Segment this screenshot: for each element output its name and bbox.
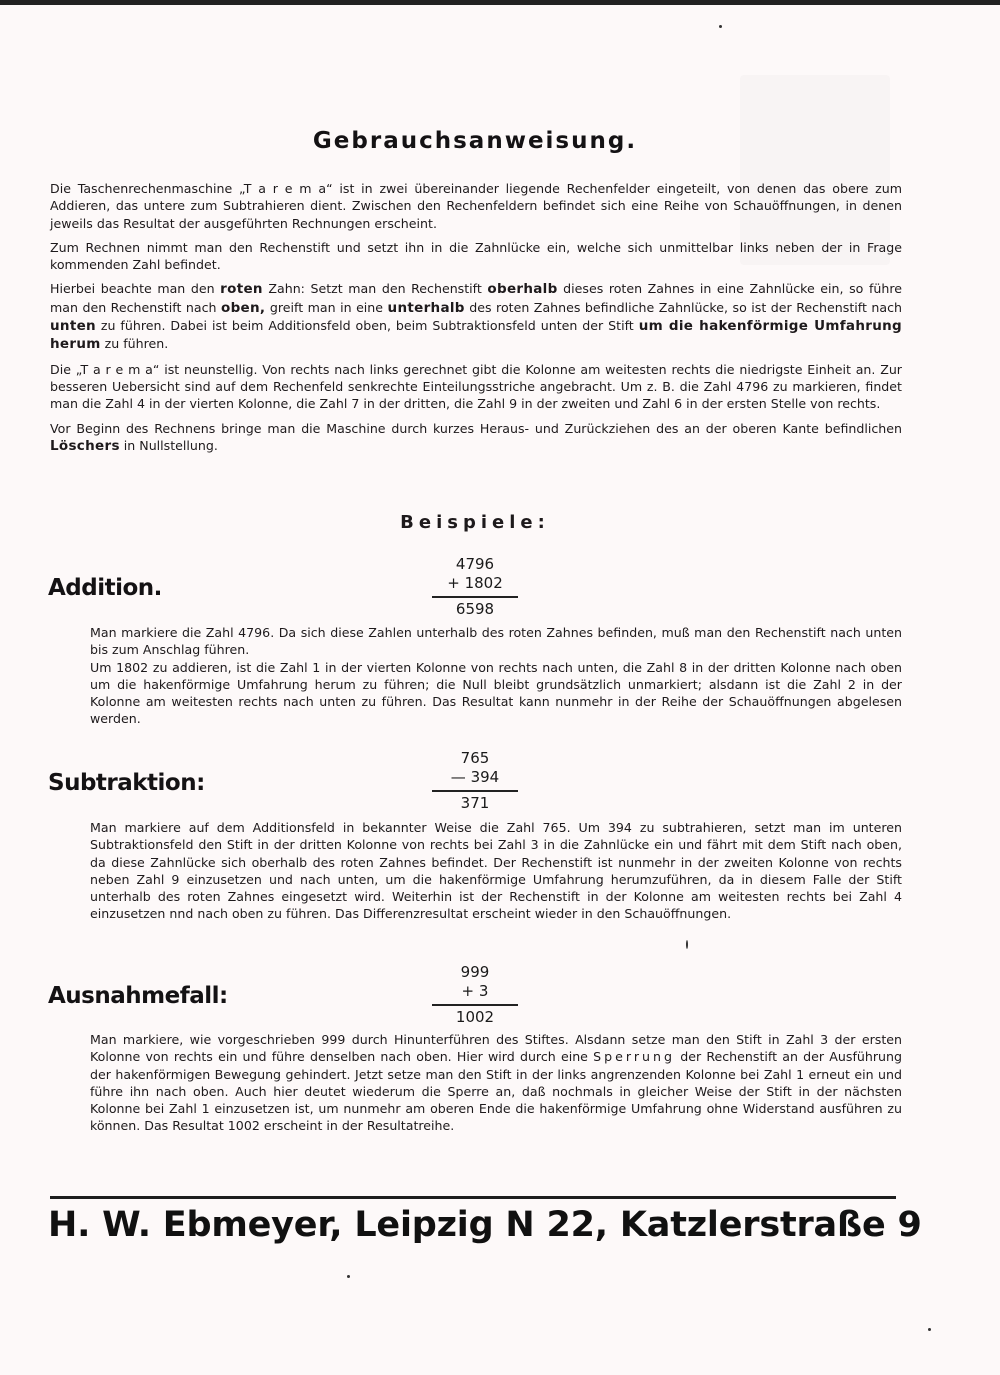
text-run: Man markiere, wie vorgeschrieben 999 durch Hinunterführen des Stiftes. Alsdann setze man den Stift in Zahl 3 der ersten Kolonne von rechts ein und führe denselben nach oben. Hier wird durch eine bbox=[90, 1032, 902, 1065]
speck bbox=[719, 25, 722, 28]
intro-section bbox=[50, 180, 902, 462]
emphasis-roten: roten bbox=[220, 281, 263, 298]
calc-operand-1: 4796 bbox=[455, 555, 495, 573]
subtraction-calculation bbox=[432, 749, 518, 813]
top-border bbox=[0, 0, 1000, 5]
text-run: Hierbei beachte man den bbox=[50, 281, 221, 297]
text-run: Zahn: Setzt man den Rechenstift bbox=[262, 281, 488, 297]
examples-heading: Beispiele: bbox=[400, 512, 550, 533]
text-run: zu führen. bbox=[100, 336, 169, 352]
emphasis-oben: oben, bbox=[221, 299, 266, 316]
calc-operand-2: + 3 bbox=[461, 982, 489, 1000]
tarema-name: „T a r e m a“ bbox=[75, 361, 160, 377]
calc-result: 1002 bbox=[455, 1008, 495, 1026]
page-title: Gebrauchsanweisung. bbox=[312, 128, 638, 154]
subtraction-title: Subtraktion: bbox=[48, 770, 205, 796]
text-run: ist neunstellig. Von rechts nach links gerechnet gibt die Kolonne am weitesten rechts die niedrigste Einheit an. Zur besseren Uebersicht sind auf dem Rechenfeld senkrechte Einteilungsstriche angebracht. Um z. B. die Zahl 4796 zu markieren, findet man die Zahl 4 in der vierten Kolonne, die Zahl 7 in der dritten, die Zahl 9 in der zweiten und Zahl 6 in der ersten Stelle von rechts. bbox=[50, 361, 902, 412]
calc-operand-1: 999 bbox=[460, 963, 490, 981]
emphasis-unten: unten bbox=[50, 318, 96, 335]
intro-paragraph-1: Die Taschenrechenmaschine „T a r e m a“ ist in zwei übereinander liegende Rechenfelder eingeteilt, von denen das obere zum Addieren, das untere zum Subtrahieren dient. Zwischen den Rechenfeldern befindet sich eine Reihe von Schauöffnungen, in denen jeweils das Resultat der ausgeführten Rechnungen erscheint. bbox=[50, 181, 902, 231]
emphasis-loeschers: Löschers bbox=[50, 437, 120, 454]
calc-rule bbox=[432, 790, 518, 792]
emphasis-umfahrung: um die hakenförmige Umfahrung herum bbox=[50, 318, 902, 353]
footer-address: H. W. Ebmeyer, Leipzig N 22, Katzlerstraße 9 bbox=[48, 1205, 922, 1245]
emphasis-oberhalb: oberhalb bbox=[487, 281, 558, 298]
text-run: Vor Beginn des Rechnens bringe man die Maschine durch kurzes Heraus- und Zurückziehen des an der oberen Kante befindlichen bbox=[50, 420, 902, 436]
text-run: zu führen. Dabei ist beim Additionsfeld oben, beim Subtraktionsfeld unten der Stift bbox=[95, 318, 639, 334]
intro-paragraph-5 bbox=[50, 420, 902, 456]
subtraction-paragraph-1: Man markiere auf dem Additionsfeld in bekannter Weise die Zahl 765. Um 394 zu subtrahieren, setzt man im unteren Subtraktionsfeld den Stift in der dritten Kolonne von rechts bei Zahl 3 in die Zahnlücke ein und fährt mit dem Stift nach oben, da diese Zahnlücke sich oberhalb des roten Zahnes befindet. Der Rechenstift ist nunmehr in der zweiten Kolonne von rechts neben Zahl 9 einzusetzen und nach unten, um die hakenförmige Umfahrung herumzuführen, da in diesem Falle der Stift unterhalb des roten Zahnes eingesetzt wird. Weiterhin ist der Rechenstift in der Kolonne am weitesten rechts bei Zahl 4 einzusetzen nnd nach oben zu führen. Das Differenzresultat erscheint wieder in den Schauöffnungen. bbox=[90, 820, 902, 922]
speck bbox=[347, 1275, 350, 1278]
addition-title: Addition. bbox=[48, 575, 162, 601]
footer-rule bbox=[50, 1196, 896, 1199]
text-run: der Rechenstift an der Ausführung der hakenförmigen Bewegung gehindert. Jetzt setze man den Stift in der links angrenzenden Kolonne bei Zahl 1 erneut ein und führe ihn nach oben. Auch hier deutet wiederum die Sperre an, daß nochmals in gleicher Weise der Stift in der nächsten Kolonne bei Zahl 1 einzusetzen ist, um nunmehr am oberen Ende die hakenförmige Umfahrung ohne Widerstand ausführen zu können. Das Resultat 1002 erscheint in der Resultatreihe. bbox=[90, 1049, 902, 1134]
text-run: Die bbox=[50, 361, 76, 377]
calc-result: 371 bbox=[460, 794, 490, 812]
calc-rule bbox=[432, 596, 518, 598]
calc-result: 6598 bbox=[455, 600, 495, 618]
calc-operand-1: 765 bbox=[460, 749, 490, 767]
addition-paragraph-2: Um 1802 zu addieren, ist die Zahl 1 in der vierten Kolonne von rechts nach unten, die Zahl 8 in der dritten Kolonne nach oben um die hakenförmige Umfahrung herum zu führen; die Null bleibt grundsätzlich unmarkiert; alsdann ist die Zahl 2 in der Kolonne am weitesten rechts nach unten zu führen. Das Resultat kann nunmehr in der Reihe der Schauöffnungen abgelesen werden. bbox=[90, 659, 902, 727]
subtraction-body bbox=[90, 819, 902, 923]
exception-title: Ausnahmefall: bbox=[48, 983, 228, 1009]
speck bbox=[928, 1328, 931, 1331]
sperrung-word: Sperrung bbox=[593, 1049, 675, 1065]
intro-paragraph-2: Zum Rechnen nimmt man den Rechenstift und setzt ihn in die Zahnlücke ein, welche sich unmittelbar links neben der in Frage kommenden Zahl befindet. bbox=[50, 239, 902, 273]
emphasis-unterhalb: unterhalb bbox=[387, 299, 465, 316]
text-run: greift man in eine bbox=[265, 299, 388, 315]
calc-operand-2: — 394 bbox=[450, 768, 500, 786]
exception-body bbox=[90, 1031, 902, 1135]
addition-paragraph-1: Man markiere die Zahl 4796. Da sich diese Zahlen unterhalb des roten Zahnes befinden, muß man den Rechenstift nach unten bis zum Anschlag führen. bbox=[90, 625, 902, 658]
text-run: in Nullstellung. bbox=[119, 437, 218, 453]
calc-operand-2: + 1802 bbox=[447, 574, 503, 592]
intro-paragraph-3 bbox=[50, 280, 902, 353]
exception-paragraph-1 bbox=[90, 1031, 902, 1135]
speck bbox=[686, 940, 688, 949]
addition-calculation bbox=[432, 555, 518, 619]
exception-calculation bbox=[432, 963, 518, 1027]
calc-rule bbox=[432, 1004, 518, 1006]
addition-body bbox=[90, 624, 902, 728]
intro-paragraph-4 bbox=[50, 361, 902, 413]
text-run: des roten Zahnes befindliche Zahnlücke, so ist der Rechenstift nach bbox=[464, 299, 903, 315]
text-run: dieses roten Zahnes in eine Zahnlücke ein, so führe man den Rechenstift nach bbox=[50, 281, 902, 315]
